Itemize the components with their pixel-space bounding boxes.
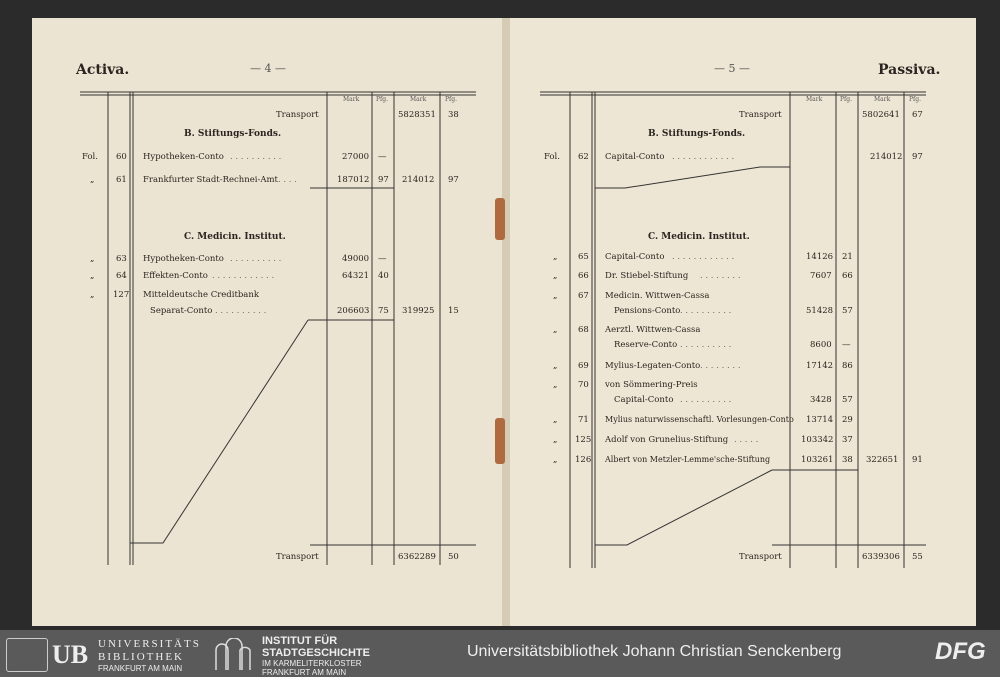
right-col-total-pfg: Pfg. [909,96,922,103]
right-row-pfg: 86 [842,361,853,371]
right-transport-top-pfg: 67 [912,110,923,120]
left-row-no: 64 [116,271,127,281]
right-row-fol: „ [553,252,558,262]
ub-line1: UNIVERSITÄTS [98,638,201,650]
right-row-label: Capital-Conto [605,252,665,262]
right-section-c: C. Medicin. Institut. [648,232,750,242]
leader-dots: . . . . . . . . . . [680,395,732,405]
left-row-mark: 187012 [337,175,370,185]
left-page-number: — 4 — [250,62,286,75]
left-row-label: Hypotheken-Conto [143,152,224,162]
right-row-fol: „ [553,291,558,301]
right-row-total-mark: 214012 [870,152,903,162]
left-transport-bottom-label: Transport [276,552,319,562]
leader-dots: . . . . . . . . [700,271,741,281]
right-row-pfg: 57 [842,395,853,405]
right-row-label: Medicin. Wittwen-Cassa [605,291,710,301]
left-row-pfg: — [378,254,387,264]
leader-dots: . . . . . . . . . . . . [212,271,275,281]
ub-line3: FRANKFURT AM MAIN [98,664,183,673]
left-row-pfg: 40 [378,271,389,281]
right-page-number: — 5 — [714,62,750,75]
right-row-label: Pensions-Conto [614,306,681,316]
ub-line2: BIBLIOTHEK [98,651,184,663]
left-transport-top-pfg: 38 [448,110,459,120]
left-row-mark: 49000 [342,254,370,264]
right-row-total-pfg: 91 [912,455,923,465]
leader-dots: . . . . . [734,435,759,445]
right-page-title: Passiva. [878,62,941,78]
left-row-total-pfg: 15 [448,306,459,316]
right-row-pfg: 57 [842,306,853,316]
footer-center-text: Universitätsbibliothek Johann Christian Senckenberg [467,643,842,660]
right-row-no: 71 [578,415,589,425]
right-transport-bottom-pfg: 55 [912,552,923,562]
leader-dots: . . . . [278,175,297,185]
left-row-fol: „ [90,175,95,185]
right-row-pfg: 29 [842,415,853,425]
left-row-label: Separat-Conto [150,306,213,316]
right-row-pfg: 38 [842,455,853,465]
right-row-mark: 7607 [810,271,832,281]
left-transport-bottom-pfg: 50 [448,552,459,562]
right-row-fol: „ [553,271,558,281]
right-row-no: 126 [575,455,592,465]
leader-dots: . . . . . . . . . . [680,340,732,350]
isg-arches-icon [212,638,252,670]
right-row-fol: „ [553,325,558,335]
right-row-no: 125 [575,435,592,445]
left-row-label: Hypotheken-Conto [143,254,224,264]
isg-line3: IM KARMELITERKLOSTER [262,659,362,668]
right-row-label: Mylius naturwissenschaftl. Vorlesungen-Conto [605,415,794,424]
right-row-no: 62 [578,152,589,162]
left-row-no: 127 [113,290,130,300]
right-section-b: B. Stiftungs-Fonds. [648,129,746,139]
left-row-no: 61 [116,175,127,185]
right-row-fol: „ [553,455,558,465]
left-row-pfg: 75 [378,306,389,316]
left-col-mark: Mark [343,96,360,103]
right-row-pfg: 21 [842,252,853,262]
left-row-total-mark: 214012 [402,175,435,185]
left-row-total-mark: 319925 [402,306,435,316]
left-transport-bottom-mark: 6362289 [398,552,436,562]
right-transport-top-mark: 5802641 [862,110,900,120]
dfg-logo: DFG [935,638,986,665]
footer-bar [0,630,1000,677]
left-page-title: Activa. [76,62,130,78]
left-row-fol: „ [90,271,95,281]
right-row-no: 69 [578,361,589,371]
leader-dots: . . . . . . . . . . [230,152,282,162]
left-row-fol: Fol. [82,152,98,162]
leader-dots: . . . . . . . . . . . . [672,252,735,262]
left-row-label: Effekten-Conto [143,271,208,281]
right-row-fol: „ [553,435,558,445]
leader-dots: . . . . . . . . . . [215,306,267,316]
right-row-mark: 3428 [810,395,832,405]
right-row-label: Capital-Conto [605,152,665,162]
left-row-mark: 206603 [337,306,370,316]
right-row-total-pfg: 97 [912,152,923,162]
left-transport-top-label: Transport [276,110,319,120]
left-row-label: Frankfurter Stadt-Rechnei-Amt [143,175,278,185]
right-row-fol: „ [553,361,558,371]
ub-seal-icon [6,638,48,672]
right-row-mark: 51428 [806,306,834,316]
leader-dots: . . . . . . . . . . [680,306,732,316]
left-row-mark: 27000 [342,152,370,162]
right-row-label: Aerztl. Wittwen-Cassa [605,325,701,335]
ub-logo: UB [52,640,89,669]
right-row-label: von Sömmering-Preis [605,380,698,390]
right-row-pfg: — [842,340,851,350]
right-row-label: Adolf von Grunelius-Stiftung [605,435,729,445]
isg-line4: FRANKFURT AM MAIN [262,668,347,677]
right-col-mark: Mark [806,96,823,103]
left-row-label: Mitteldeutsche Creditbank [143,290,259,300]
isg-line2: STADTGESCHICHTE [262,647,370,659]
right-row-no: 70 [578,380,589,390]
right-row-no: 66 [578,271,589,281]
right-row-label: Dr. Stiebel-Stiftung [605,271,689,281]
left-row-no: 60 [116,152,127,162]
right-row-mark: 13714 [806,415,834,425]
right-row-mark: 17142 [806,361,834,371]
right-row-label: Albert von Metzler-Lemme'sche-Stiftung [605,455,771,464]
right-row-fol: „ [553,380,558,390]
right-row-pfg: 66 [842,271,853,281]
left-row-mark: 64321 [342,271,370,281]
right-transport-top-label: Transport [739,110,782,120]
right-row-mark: 14126 [806,252,834,262]
left-row-fol: „ [90,290,95,300]
right-row-label: Reserve-Conto [614,340,678,350]
left-col-total-pfg: Pfg. [445,96,458,103]
left-row-pfg: 97 [378,175,389,185]
left-col-total-mark: Mark [410,96,427,103]
right-row-label: Capital-Conto [614,395,674,405]
leader-dots: . . . . . . . . . . . . [672,152,735,162]
left-row-fol: „ [90,254,95,264]
left-section-b: B. Stiftungs-Fonds. [184,129,282,139]
right-row-mark: 103261 [801,455,834,465]
right-row-fol: Fol. [544,152,560,162]
right-row-no: 68 [578,325,589,335]
leader-dots: . . . . . . . . [700,361,741,371]
left-row-pfg: — [378,152,387,162]
left-row-total-pfg: 97 [448,175,459,185]
right-row-pfg: 37 [842,435,853,445]
right-row-mark: 8600 [810,340,832,350]
left-section-c: C. Medicin. Institut. [184,232,286,242]
leader-dots: . . . . . . . . . . [230,254,282,264]
right-row-fol: „ [553,415,558,425]
left-transport-top-mark: 5828351 [398,110,436,120]
left-col-pfg: Pfg. [376,96,389,103]
left-row-no: 63 [116,254,127,264]
right-row-mark: 103342 [801,435,834,445]
right-row-label: Mylius-Legaten-Conto [605,361,701,371]
right-transport-bottom-label: Transport [739,552,782,562]
right-transport-bottom-mark: 6339306 [862,552,900,562]
isg-line1: INSTITUT FÜR [262,635,338,647]
right-row-total-mark: 322651 [866,455,899,465]
right-col-pfg: Pfg. [840,96,853,103]
right-row-no: 67 [578,291,589,301]
right-row-no: 65 [578,252,589,262]
right-col-total-mark: Mark [874,96,891,103]
